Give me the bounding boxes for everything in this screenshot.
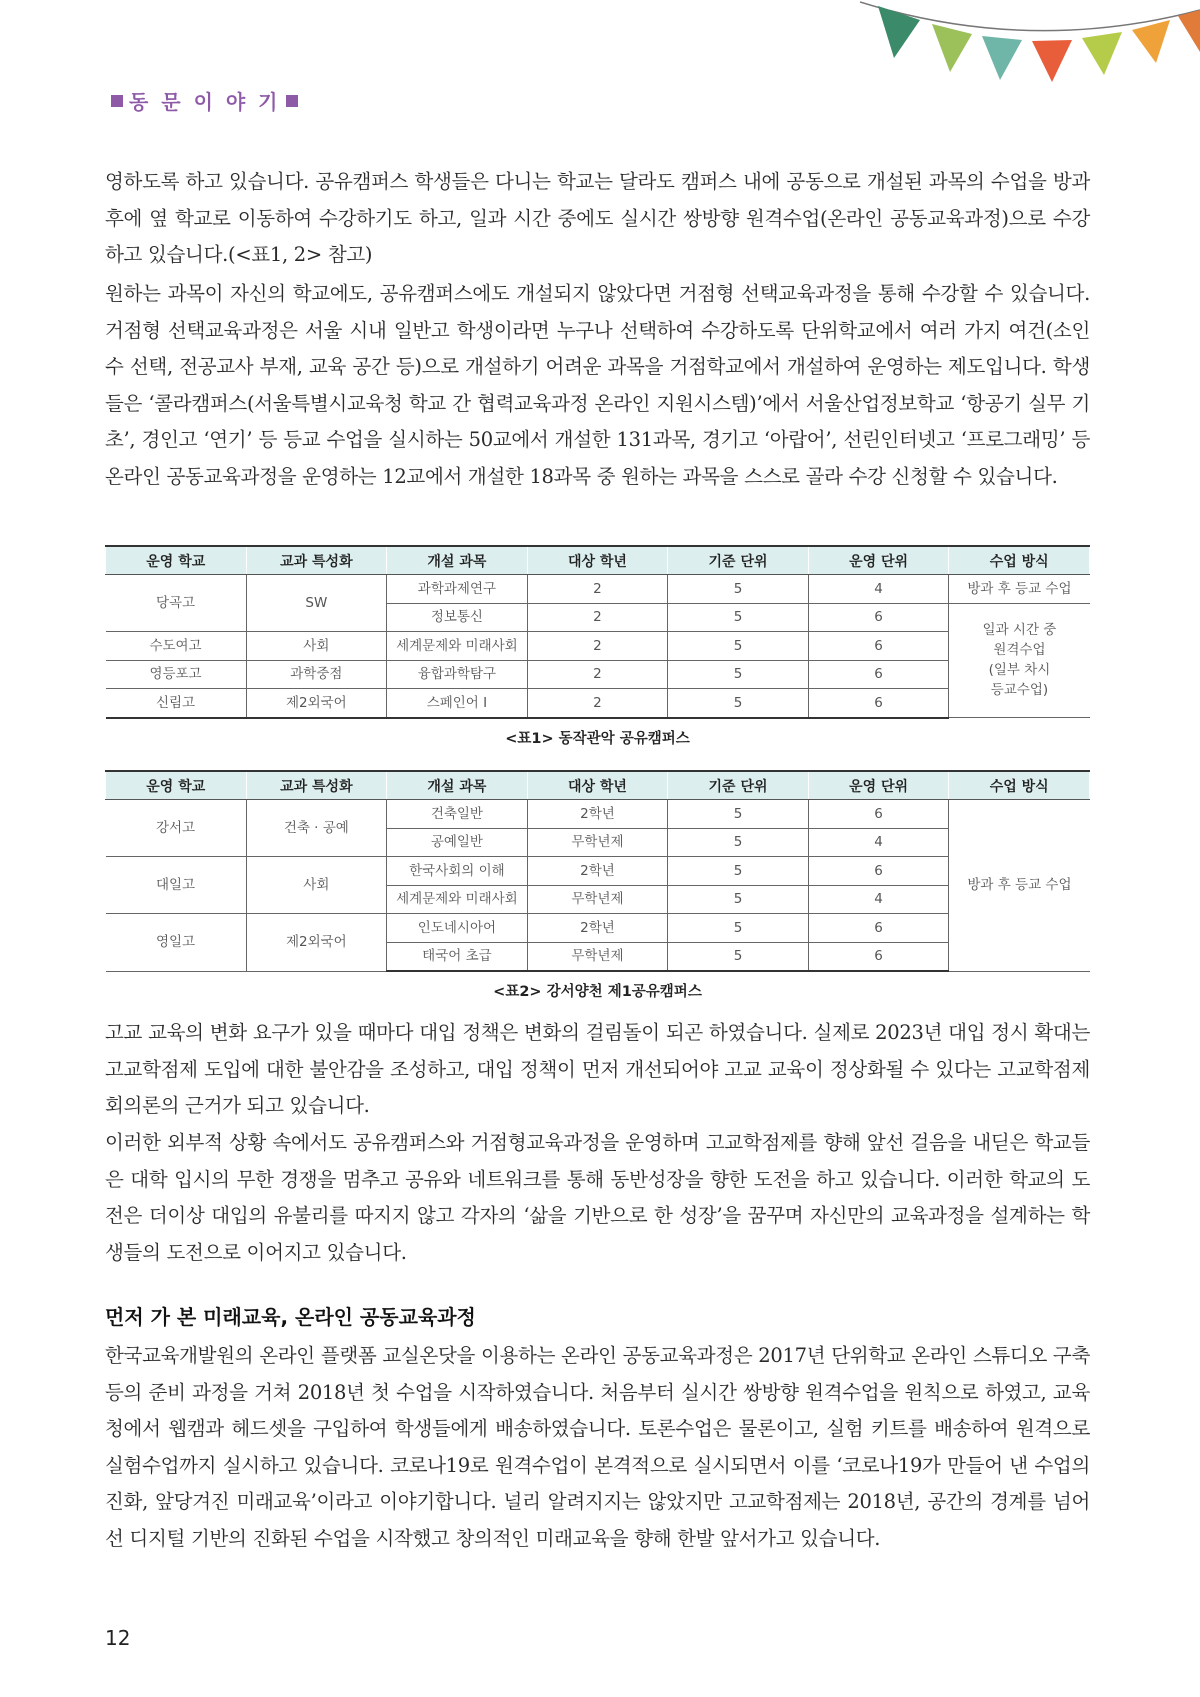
cell-base-unit: 5 <box>668 828 809 857</box>
cell-course: 태국어 초급 <box>387 942 528 971</box>
cell-method-merged <box>949 603 1090 718</box>
bunting-decoration <box>860 0 1200 95</box>
cell-grade: 2학년 <box>527 914 668 943</box>
cell-specialty: SW <box>246 575 387 632</box>
table-row <box>106 660 1090 689</box>
cell-base-unit: 5 <box>668 689 809 718</box>
table-1-caption: <표1> 동작관악 공유캠퍼스 <box>505 731 690 747</box>
header-method: 수업 방식 <box>949 771 1090 800</box>
page-number: 12 <box>105 1626 131 1650</box>
cell-run-unit: 4 <box>808 828 949 857</box>
cell-run-unit: 6 <box>808 660 949 689</box>
table-row <box>106 914 1090 943</box>
table-2-caption: <표2> 강서양천 제1공유캠퍼스 <box>493 984 702 1000</box>
section-label <box>105 86 304 115</box>
cell-run-unit: 6 <box>808 857 949 886</box>
header-base-unit: 기준 단위 <box>668 771 809 800</box>
cell-base-unit: 5 <box>668 800 809 829</box>
cell-method-merged: 방과 후 등교 수업 <box>949 800 1090 972</box>
cell-grade: 무학년제 <box>527 828 668 857</box>
cell-base-unit: 5 <box>668 575 809 604</box>
cell-base-unit: 5 <box>668 857 809 886</box>
cell-course: 세계문제와 미래사회 <box>387 632 528 661</box>
method-line: 원격수업 <box>993 642 1046 659</box>
header-specialty: 교과 특성화 <box>246 771 387 800</box>
cell-specialty: 사회 <box>246 857 387 914</box>
method-line: 등교수업) <box>990 682 1049 699</box>
cell-specialty: 과학중점 <box>246 660 387 689</box>
cell-run-unit: 4 <box>808 885 949 914</box>
table-row <box>106 632 1090 661</box>
square-icon <box>286 95 298 107</box>
cell-school: 신림고 <box>106 689 247 718</box>
section-title: 동 문 이 야 기 <box>129 90 281 114</box>
paragraph-4: 이러한 외부적 상황 속에서도 공유캠퍼스와 거점형교육과정을 운영하며 고교학점제를 향해 앞선 걸음을 내딛은 학교들은 대학 입시의 무한 경쟁을 멈추고 공유와 네트워크를 통해 동반성장을 향한 도전을 하고 있습니다. 이러한 학교의 도전은 더이상 대입의 유불리를 따지지 않고 각자의 ‘삶을 기반으로 한 성장’을 꿈꾸며 자신만의 교육과정을 설계하는 학생들의 도전으로 이어지고 있습니다. <box>105 1131 1090 1264</box>
table-2 <box>105 770 1090 972</box>
cell-grade: 2 <box>527 660 668 689</box>
cell-grade: 2 <box>527 632 668 661</box>
header-school: 운영 학교 <box>106 546 247 575</box>
cell-specialty: 건축 · 공예 <box>246 800 387 857</box>
cell-course: 융합과학탐구 <box>387 660 528 689</box>
method-line: 일과 시간 중 <box>982 622 1057 639</box>
paragraph-3: 고교 교육의 변화 요구가 있을 때마다 대입 정책은 변화의 걸림돌이 되곤 하였습니다. 실제로 2023년 대입 정시 확대는 고교학점제 도입에 대한 불안감을 조성하고, 대입 정책이 먼저 개선되어야 고교 교육이 정상화될 수 있다는 고교학점제 회의론의 근거가 되고 있습니다. <box>105 1021 1090 1117</box>
cell-run-unit: 6 <box>808 800 949 829</box>
cell-base-unit: 5 <box>668 632 809 661</box>
cell-run-unit: 6 <box>808 914 949 943</box>
header-school: 운영 학교 <box>106 771 247 800</box>
cell-base-unit: 5 <box>668 885 809 914</box>
section-heading: 먼저 가 본 미래교육, 온라인 공동교육과정 <box>105 1305 476 1329</box>
cell-grade: 무학년제 <box>527 942 668 971</box>
table-header-row <box>106 546 1090 575</box>
cell-grade: 무학년제 <box>527 885 668 914</box>
table-row <box>106 575 1090 604</box>
cell-specialty: 제2외국어 <box>246 689 387 718</box>
table-row <box>106 689 1090 718</box>
cell-run-unit: 6 <box>808 603 949 632</box>
cell-school: 수도여고 <box>106 632 247 661</box>
cell-course: 공예일반 <box>387 828 528 857</box>
header-method: 수업 방식 <box>949 546 1090 575</box>
header-specialty: 교과 특성화 <box>246 546 387 575</box>
cell-grade: 2학년 <box>527 800 668 829</box>
paragraph-1: 영하도록 하고 있습니다. 공유캠퍼스 학생들은 다니는 학교는 달라도 캠퍼스 내에 공동으로 개설된 과목의 수업을 방과 후에 옆 학교로 이동하여 수강하기도 하고, 일과 시간 중에도 실시간 쌍방향 원격수업(온라인 공동교육과정)으로 수강하고 있습니다.(<표1, 2> 참고) <box>105 170 1090 266</box>
paragraph-2: 원하는 과목이 자신의 학교에도, 공유캠퍼스에도 개설되지 않았다면 거점형 선택교육과정을 통해 수강할 수 있습니다. 거점형 선택교육과정은 서울 시내 일반고 학생이라면 누구나 선택하여 수강하도록 단위학교에서 여러 가지 여건(소인수 선택, 전공교사 부재, 교육 공간 등)으로 개설하기 어려운 과목을 거점학교에서 개설하여 운영하는 제도입니다. 학생들은 ‘콜라캠퍼스(서울특별시교육청 학교 간 협력교육과정 온라인 지원시스템)’에서 서울산업정보학교 ‘항공기 실무 기초’, 경인고 ‘연기’ 등 등교 수업을 실시하는 50교에서 개설한 131과목, 경기고 ‘아랍어’, 선린인터넷고 ‘프로그래밍’ 등 온라인 공동교육과정을 운영하는 12교에서 개설한 18과목 중 원하는 과목을 스스로 골라 수강 신청할 수 있습니다. <box>105 282 1090 488</box>
header-grade: 대상 학년 <box>527 546 668 575</box>
header-run-unit: 운영 단위 <box>808 546 949 575</box>
cell-run-unit: 6 <box>808 689 949 718</box>
cell-specialty: 사회 <box>246 632 387 661</box>
square-icon <box>111 95 123 107</box>
paragraph-5: 한국교육개발원의 온라인 플랫폼 교실온닷을 이용하는 온라인 공동교육과정은 2017년 단위학교 온라인 스튜디오 구축 등의 준비 과정을 거쳐 2018년 첫 수업을 시작하였습니다. 처음부터 실시간 쌍방향 원격수업을 원칙으로 하였고, 교육청에서 웹캠과 헤드셋을 구입하여 학생들에게 배송하였습니다. 토론수업은 물론이고, 실험 키트를 배송하여 원격으로 실험수업까지 실시하고 있습니다. 코로나19로 원격수업이 본격적으로 실시되면서 이를 ‘코로나19가 만들어 낸 수업의 진화, 앞당겨진 미래교육’이라고 이야기합니다. 널리 알려지지는 않았지만 고교학점제는 2018년, 공간의 경계를 넘어선 디지털 기반의 진화된 수업을 시작했고 창의적인 미래교육을 향해 한발 앞서가고 있습니다. <box>105 1344 1090 1550</box>
cell-school: 대일고 <box>106 857 247 914</box>
table-1 <box>105 545 1090 719</box>
table-header-row <box>106 771 1090 800</box>
cell-course: 인도네시아어 <box>387 914 528 943</box>
cell-run-unit: 6 <box>808 632 949 661</box>
cell-course: 건축일반 <box>387 800 528 829</box>
cell-course: 과학과제연구 <box>387 575 528 604</box>
cell-course: 한국사회의 이해 <box>387 857 528 886</box>
cell-base-unit: 5 <box>668 660 809 689</box>
cell-school: 영일고 <box>106 914 247 972</box>
method-line: (일부 차시 <box>988 662 1051 679</box>
header-course: 개설 과목 <box>387 546 528 575</box>
cell-grade: 2 <box>527 603 668 632</box>
cell-base-unit: 5 <box>668 603 809 632</box>
cell-run-unit: 4 <box>808 575 949 604</box>
cell-grade: 2 <box>527 689 668 718</box>
cell-school: 영등포고 <box>106 660 247 689</box>
header-grade: 대상 학년 <box>527 771 668 800</box>
cell-school: 당곡고 <box>106 575 247 632</box>
cell-course: 세계문제와 미래사회 <box>387 885 528 914</box>
table-row <box>106 800 1090 829</box>
cell-specialty: 제2외국어 <box>246 914 387 972</box>
cell-course: 정보통신 <box>387 603 528 632</box>
header-run-unit: 운영 단위 <box>808 771 949 800</box>
cell-grade: 2 <box>527 575 668 604</box>
cell-method: 방과 후 등교 수업 <box>949 575 1090 604</box>
cell-base-unit: 5 <box>668 914 809 943</box>
cell-course: 스페인어 I <box>387 689 528 718</box>
cell-base-unit: 5 <box>668 942 809 971</box>
header-course: 개설 과목 <box>387 771 528 800</box>
cell-run-unit: 6 <box>808 942 949 971</box>
header-base-unit: 기준 단위 <box>668 546 809 575</box>
cell-school: 강서고 <box>106 800 247 857</box>
table-row <box>106 857 1090 886</box>
cell-grade: 2학년 <box>527 857 668 886</box>
